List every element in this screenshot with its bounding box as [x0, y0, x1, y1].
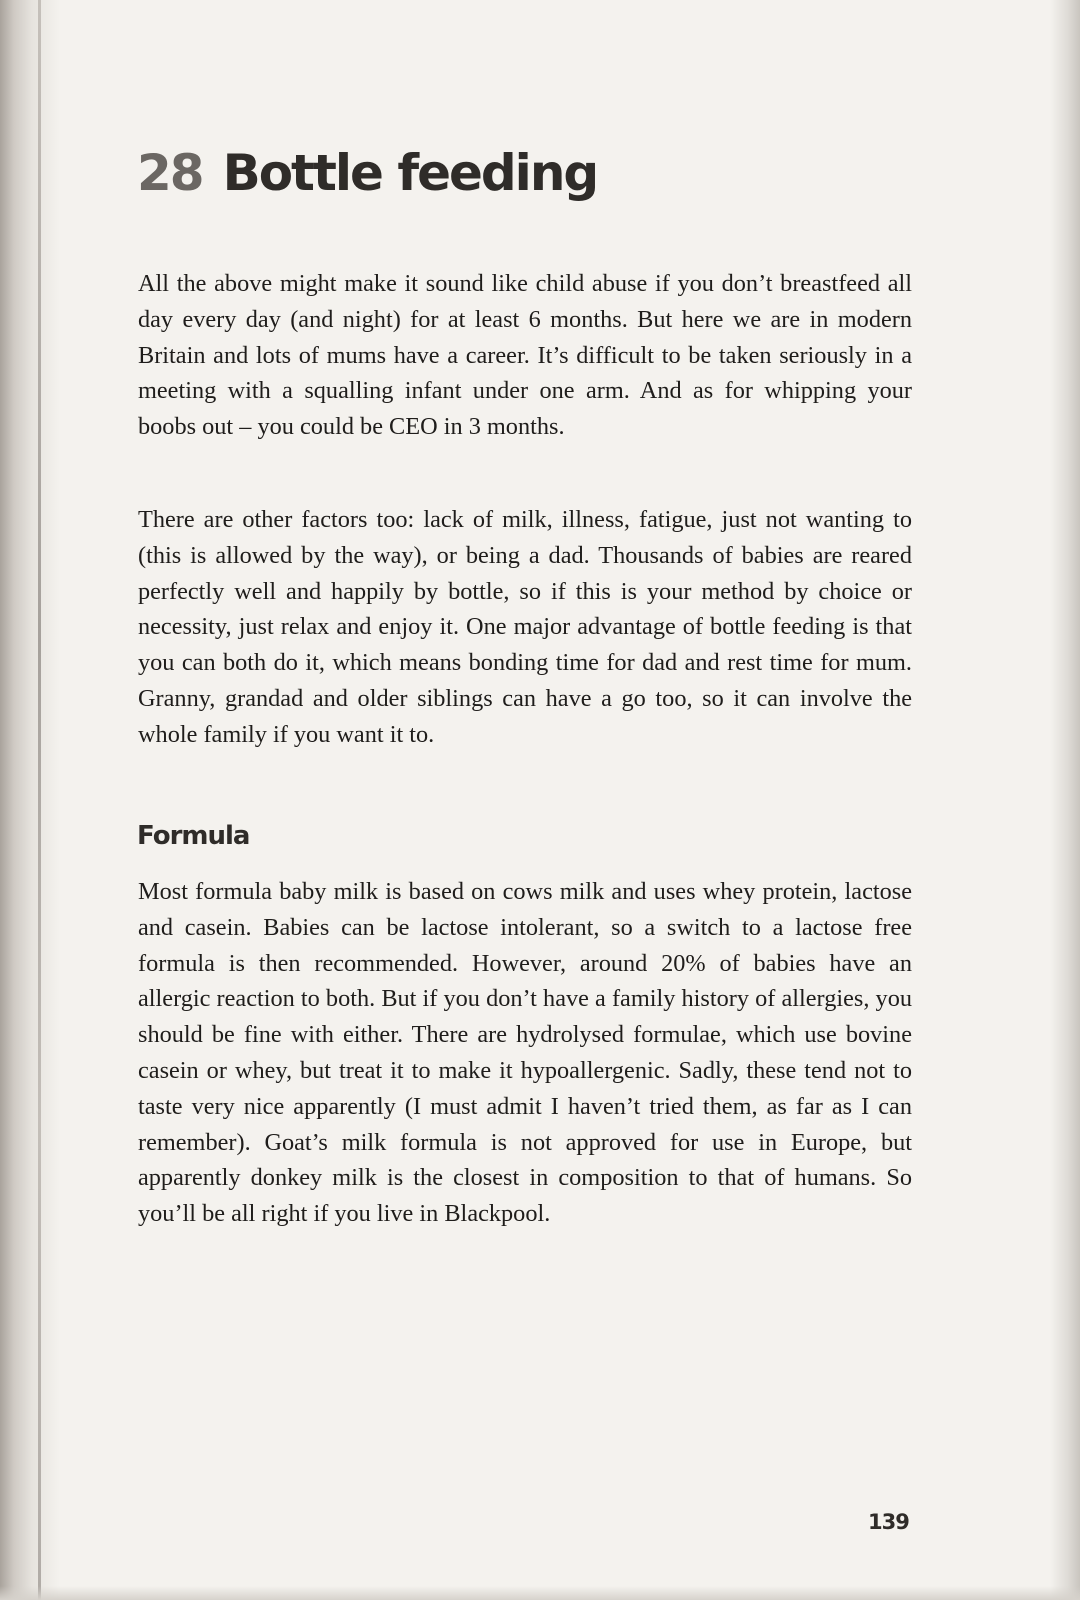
page-right-edge — [1050, 0, 1080, 1600]
chapter-heading — [137, 140, 597, 206]
chapter-title: Bottle feeding — [222, 144, 598, 202]
page-number: 139 — [868, 1510, 909, 1534]
binding-crease — [38, 0, 41, 1600]
binding-shadow — [0, 0, 60, 1600]
section-heading: Formula — [137, 821, 250, 851]
chapter-number: 28 — [137, 144, 203, 202]
section-paragraph: Most formula baby milk is based on cows milk and uses whey protein, lactose and casein. Babies can be lactose intolerant, so a switch to a lactose free formula is then recommended. However, around 20% of babies have an allergic reaction to both. But if you don’t have a family history of allergies, you should be fine with either. There are hydrolysed formulae, which use bovine casein or whey, but treat it to make it hypoallergenic. Sadly, these tend not to taste very nice apparently (I must admit I haven’t tried them, as far as I can remember). Goat’s milk formula is not approved for use in Europe, but apparently donkey milk is the closest in composition to that of humans. So you’ll be all right if you live in Blackpool. — [138, 878, 912, 1228]
body-paragraph: There are other factors too: lack of milk, illness, fatigue, just not wanting to (this is allowed by the way), or being a dad. Thousands of babies are reared perfectly well and happily by bottle, so if this is your method by choice or necessity, just relax and enjoy it. One major advantage of bottle feeding is that you can both do it, which means bonding time for dad and rest time for mum. Granny, grandad and older siblings can have a go too, so it can involve the whole family if you want it to. — [138, 506, 912, 748]
body-paragraph: All the above might make it sound like child abuse if you don’t breastfeed all day every day (and night) for at least 6 months. But here we are in modern Britain and lots of mums have a career. It’s difficult to be taken seriously in a meeting with a squalling infant under one arm. And as for whipping your boobs out – you could be CEO in 3 months. — [138, 270, 912, 441]
page-bottom-edge — [0, 1586, 1080, 1600]
